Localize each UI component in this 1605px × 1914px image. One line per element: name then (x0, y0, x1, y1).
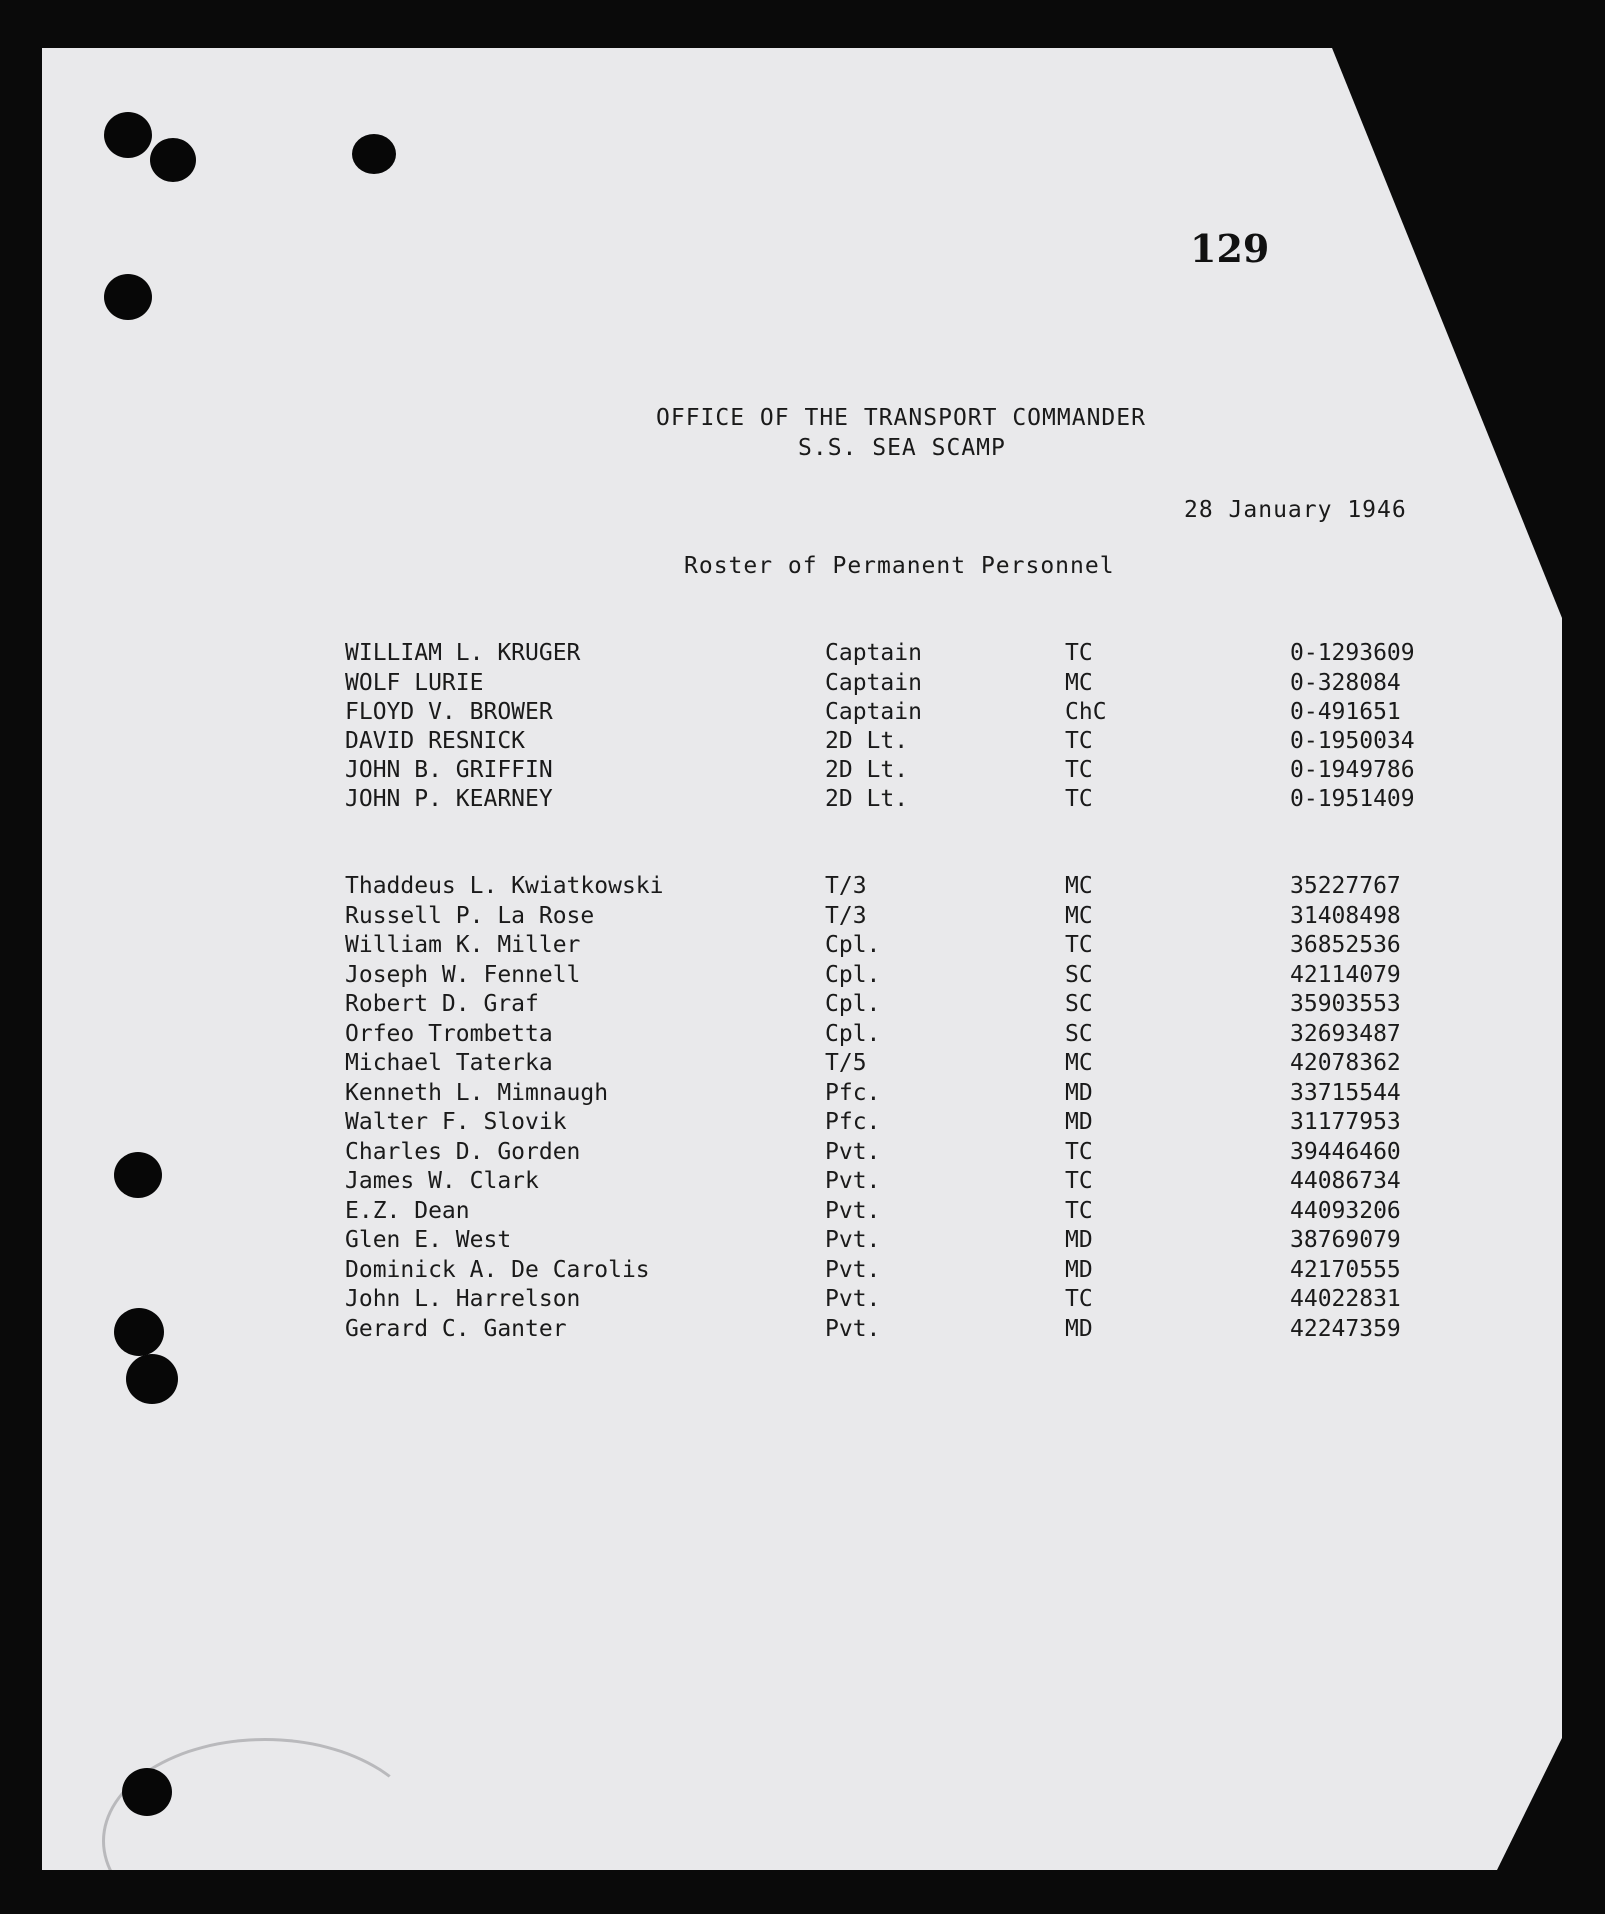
person-name: Michael Taterka (345, 1050, 553, 1076)
table-row (0, 1109, 1420, 1137)
person-rank: Cpl. (825, 962, 881, 988)
embossed-seal (102, 1738, 428, 1914)
person-name: Charles D. Gorden (345, 1139, 581, 1165)
punch-hole (150, 138, 196, 182)
person-name: JOHN P. KEARNEY (345, 786, 553, 812)
person-branch: TC (1065, 1139, 1093, 1165)
person-branch: MC (1065, 1050, 1093, 1076)
person-name: Dominick A. De Carolis (345, 1257, 650, 1283)
table-row (0, 728, 1420, 756)
table-row (0, 1168, 1420, 1196)
person-rank: Pfc. (825, 1109, 881, 1135)
page-number: 129 (1190, 226, 1270, 271)
person-name: WOLF LURIE (345, 670, 484, 696)
person-serial: 0-1293609 (1290, 640, 1415, 666)
punch-hole (104, 274, 152, 320)
person-branch: SC (1065, 1021, 1093, 1047)
punch-hole (122, 1768, 172, 1816)
table-row (0, 932, 1420, 960)
person-rank: Captain (825, 699, 922, 725)
person-rank: Captain (825, 640, 922, 666)
table-row (0, 873, 1420, 901)
person-branch: MC (1065, 903, 1093, 929)
table-row (0, 991, 1420, 1019)
person-branch: MD (1065, 1080, 1093, 1106)
table-row (0, 1286, 1420, 1314)
person-name: Walter F. Slovik (345, 1109, 567, 1135)
person-rank: 2D Lt. (825, 786, 909, 812)
person-rank: 2D Lt. (825, 757, 909, 783)
person-name: FLOYD V. BROWER (345, 699, 553, 725)
table-row (0, 1316, 1420, 1344)
person-rank: T/3 (825, 903, 867, 929)
person-serial: 0-491651 (1290, 699, 1401, 725)
person-branch: MC (1065, 873, 1093, 899)
office-heading: OFFICE OF THE TRANSPORT COMMANDER (656, 405, 1146, 431)
punch-hole (352, 134, 396, 174)
person-serial: 32693487 (1290, 1021, 1401, 1047)
table-row (0, 1050, 1420, 1078)
person-rank: Captain (825, 670, 922, 696)
person-rank: Pvt. (825, 1139, 881, 1165)
person-branch: MD (1065, 1109, 1093, 1135)
ship-heading: S.S. SEA SCAMP (798, 435, 1006, 461)
person-branch: TC (1065, 757, 1093, 783)
person-serial: 35227767 (1290, 873, 1401, 899)
punch-hole (104, 112, 152, 158)
table-row (0, 1198, 1420, 1226)
person-branch: MD (1065, 1227, 1093, 1253)
table-row (0, 1227, 1420, 1255)
person-rank: Pvt. (825, 1198, 881, 1224)
person-rank: Pvt. (825, 1227, 881, 1253)
person-name: James W. Clark (345, 1168, 539, 1194)
person-serial: 38769079 (1290, 1227, 1401, 1253)
person-branch: TC (1065, 640, 1093, 666)
person-name: Orfeo Trombetta (345, 1021, 553, 1047)
person-branch: TC (1065, 1198, 1093, 1224)
document-date: 28 January 1946 (1184, 497, 1407, 523)
person-serial: 36852536 (1290, 932, 1401, 958)
person-branch: SC (1065, 962, 1093, 988)
table-row (0, 962, 1420, 990)
person-branch: TC (1065, 932, 1093, 958)
person-name: Kenneth L. Mimnaugh (345, 1080, 609, 1106)
person-serial: 42247359 (1290, 1316, 1401, 1342)
person-rank: Pvt. (825, 1286, 881, 1312)
table-row (0, 757, 1420, 785)
person-name: William K. Miller (345, 932, 581, 958)
person-branch: TC (1065, 1168, 1093, 1194)
person-branch: TC (1065, 1286, 1093, 1312)
table-row (0, 903, 1420, 931)
punch-hole (126, 1354, 178, 1404)
person-serial: 39446460 (1290, 1139, 1401, 1165)
person-serial: 31177953 (1290, 1109, 1401, 1135)
person-name: Russell P. La Rose (345, 903, 595, 929)
person-branch: TC (1065, 728, 1093, 754)
person-rank: Cpl. (825, 932, 881, 958)
person-serial: 0-328084 (1290, 670, 1401, 696)
table-row (0, 1021, 1420, 1049)
table-row (0, 1080, 1420, 1108)
table-row (0, 640, 1420, 668)
person-serial: 42114079 (1290, 962, 1401, 988)
person-name: WILLIAM L. KRUGER (345, 640, 581, 666)
person-serial: 0-1950034 (1290, 728, 1415, 754)
person-name: Glen E. West (345, 1227, 512, 1253)
table-row (0, 670, 1420, 698)
person-serial: 44093206 (1290, 1198, 1401, 1224)
person-rank: Cpl. (825, 991, 881, 1017)
table-row (0, 699, 1420, 727)
person-name: Thaddeus L. Kwiatkowski (345, 873, 664, 899)
person-rank: Pvt. (825, 1168, 881, 1194)
table-row (0, 1139, 1420, 1167)
person-serial: 42078362 (1290, 1050, 1401, 1076)
table-row (0, 1257, 1420, 1285)
person-name: JOHN B. GRIFFIN (345, 757, 553, 783)
person-rank: Pvt. (825, 1316, 881, 1342)
person-branch: MD (1065, 1316, 1093, 1342)
person-branch: MD (1065, 1257, 1093, 1283)
person-rank: Pvt. (825, 1257, 881, 1283)
person-branch: TC (1065, 786, 1093, 812)
person-name: Robert D. Graf (345, 991, 539, 1017)
person-name: Gerard C. Ganter (345, 1316, 567, 1342)
person-rank: 2D Lt. (825, 728, 909, 754)
person-serial: 44022831 (1290, 1286, 1401, 1312)
person-serial: 44086734 (1290, 1168, 1401, 1194)
person-rank: Cpl. (825, 1021, 881, 1047)
folded-corner (1332, 48, 1562, 618)
person-name: DAVID RESNICK (345, 728, 526, 754)
person-branch: ChC (1065, 699, 1107, 725)
person-rank: T/3 (825, 873, 867, 899)
person-serial: 31408498 (1290, 903, 1401, 929)
person-serial: 42170555 (1290, 1257, 1401, 1283)
person-rank: T/5 (825, 1050, 867, 1076)
person-serial: 33715544 (1290, 1080, 1401, 1106)
person-serial: 0-1949786 (1290, 757, 1415, 783)
table-row (0, 786, 1420, 814)
person-branch: SC (1065, 991, 1093, 1017)
roster-title: Roster of Permanent Personnel (684, 553, 1115, 579)
person-branch: MC (1065, 670, 1093, 696)
person-name: John L. Harrelson (345, 1286, 581, 1312)
person-serial: 0-1951409 (1290, 786, 1415, 812)
person-name: Joseph W. Fennell (345, 962, 581, 988)
person-serial: 35903553 (1290, 991, 1401, 1017)
person-name: E.Z. Dean (345, 1198, 470, 1224)
person-rank: Pfc. (825, 1080, 881, 1106)
